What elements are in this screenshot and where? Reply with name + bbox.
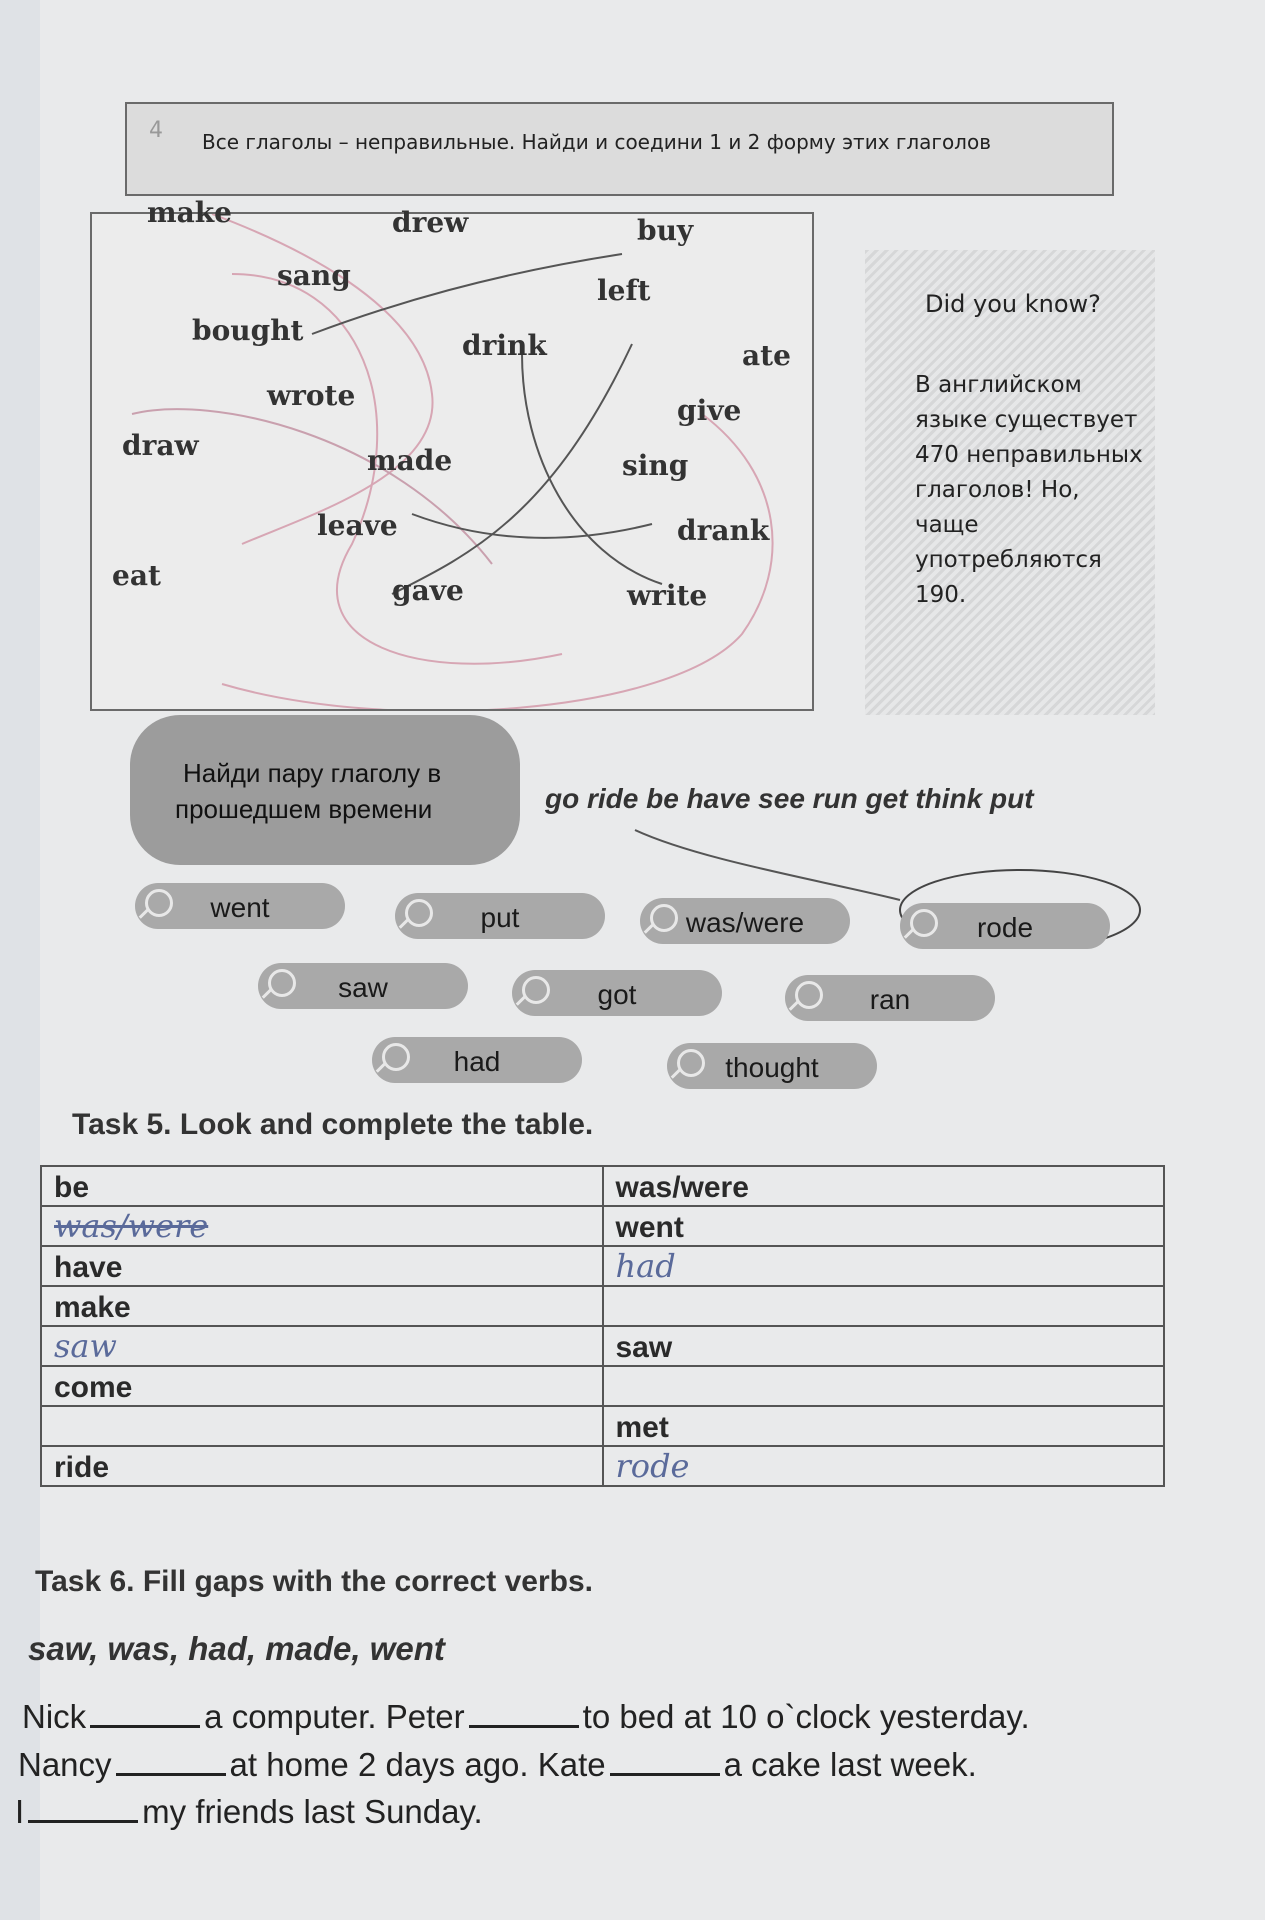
word-eat: eat <box>112 559 161 592</box>
task4-instruction: Все глаголы – неправильные. Найди и соедини 1 и 2 форму этих глаголов <box>202 130 991 154</box>
past-chip-was-were[interactable] <box>640 898 850 944</box>
word-left: left <box>597 274 651 307</box>
word-drank: drank <box>677 514 770 547</box>
sentence-text: I <box>15 1793 25 1830</box>
table-cell-base: ride <box>41 1446 603 1486</box>
sentence-text: Nancy <box>18 1746 112 1783</box>
chip-label: put <box>480 902 520 933</box>
table-cell-base: have <box>41 1246 603 1286</box>
table-cell-base: saw <box>41 1326 603 1366</box>
sentence-line-1 <box>22 1698 1030 1736</box>
word-made: made <box>367 444 453 477</box>
past-chip-ran[interactable] <box>785 975 995 1021</box>
table-cell-past <box>603 1286 1165 1326</box>
table-row <box>41 1406 1164 1446</box>
gap-blank[interactable] <box>610 1751 720 1776</box>
gap-blank[interactable] <box>28 1798 138 1823</box>
word-bought: bought <box>192 314 304 347</box>
gap-blank[interactable] <box>90 1703 200 1728</box>
word-make: make <box>147 196 232 229</box>
task6-title: Task 6. Fill gaps with the correct verbs. <box>35 1565 593 1598</box>
table-row <box>41 1326 1164 1366</box>
table-row <box>41 1446 1164 1486</box>
word-give: give <box>677 394 742 427</box>
past-chip-put[interactable] <box>395 893 605 939</box>
table-cell-base: was/were <box>41 1206 603 1246</box>
sentence-text: to bed at 10 o`clock yesterday. <box>582 1698 1030 1735</box>
task-number: 4 <box>149 118 163 143</box>
table-cell-base: be <box>41 1166 603 1206</box>
past-chip-got[interactable] <box>512 970 722 1016</box>
word-ate: ate <box>742 339 791 372</box>
sentence-text: a computer. Peter <box>204 1698 465 1735</box>
did-you-know-text: В английском языке существует 470 неправильных глаголов! Но, чаще употребляются 190. <box>915 372 1143 608</box>
table-row <box>41 1286 1164 1326</box>
past-chip-saw[interactable] <box>258 963 468 1009</box>
past-chip-had[interactable] <box>372 1037 582 1083</box>
base-verbs-line: go ride be have see run get think put <box>545 783 1034 814</box>
table-cell-past: rode <box>603 1446 1165 1486</box>
sentence-text: Nick <box>22 1698 87 1735</box>
sentence-text: a cake last week. <box>723 1746 977 1783</box>
table-row <box>41 1366 1164 1406</box>
chip-label: thought <box>725 1052 819 1083</box>
sentence-line-2 <box>18 1746 977 1784</box>
table-cell-past: had <box>603 1246 1165 1286</box>
chip-label: got <box>597 979 637 1010</box>
sentence-text: at home 2 days ago. Kate <box>229 1746 606 1783</box>
word-sang: sang <box>277 259 351 292</box>
chip-label: went <box>210 892 270 923</box>
find-pair-text <box>175 755 441 827</box>
sentence-line-3 <box>15 1793 483 1831</box>
verb-forms-table <box>40 1165 1165 1487</box>
table-cell-past: went <box>603 1206 1165 1246</box>
find-pair-line2: прошедшем времени <box>175 794 433 824</box>
table-cell-base: make <box>41 1286 603 1326</box>
table-cell-base: come <box>41 1366 603 1406</box>
table-cell-past <box>603 1366 1165 1406</box>
word-gave: gave <box>392 574 464 607</box>
word-drew: drew <box>392 206 469 239</box>
table-cell-past: was/were <box>603 1166 1165 1206</box>
chip-label: was/were <box>685 907 805 938</box>
chip-label: ran <box>869 984 911 1015</box>
chip-label: rode <box>976 912 1034 943</box>
word-wrote: wrote <box>267 379 356 412</box>
table-row <box>41 1246 1164 1286</box>
did-you-know-panel <box>865 250 1155 715</box>
word-leave: leave <box>317 509 398 542</box>
word-buy: buy <box>637 214 694 247</box>
gap-blank[interactable] <box>116 1751 226 1776</box>
word-draw: draw <box>122 429 199 462</box>
table-cell-base <box>41 1406 603 1446</box>
table-row <box>41 1166 1164 1206</box>
word-drink: drink <box>462 329 547 362</box>
table-row <box>41 1206 1164 1246</box>
past-chip-thought[interactable] <box>667 1043 877 1089</box>
task6-verb-list: saw, was, had, made, went <box>28 1630 445 1667</box>
table-cell-past: met <box>603 1406 1165 1446</box>
past-chip-went[interactable] <box>135 883 345 929</box>
task4-header <box>125 102 1114 196</box>
chip-label: had <box>453 1046 501 1077</box>
word-write: write <box>627 579 708 612</box>
find-pair-line1: Найди пару глаголу в <box>183 758 442 788</box>
table-cell-past: saw <box>603 1326 1165 1366</box>
past-chip-rode[interactable] <box>900 903 1110 949</box>
did-you-know-title: Did you know? <box>925 290 1101 318</box>
word-grid <box>90 196 814 711</box>
gap-blank[interactable] <box>469 1703 579 1728</box>
word-sing: sing <box>622 449 689 482</box>
task5-title: Task 5. Look and complete the table. <box>72 1108 594 1141</box>
sentence-text: my friends last Sunday. <box>142 1793 483 1830</box>
chip-label: saw <box>338 972 388 1003</box>
